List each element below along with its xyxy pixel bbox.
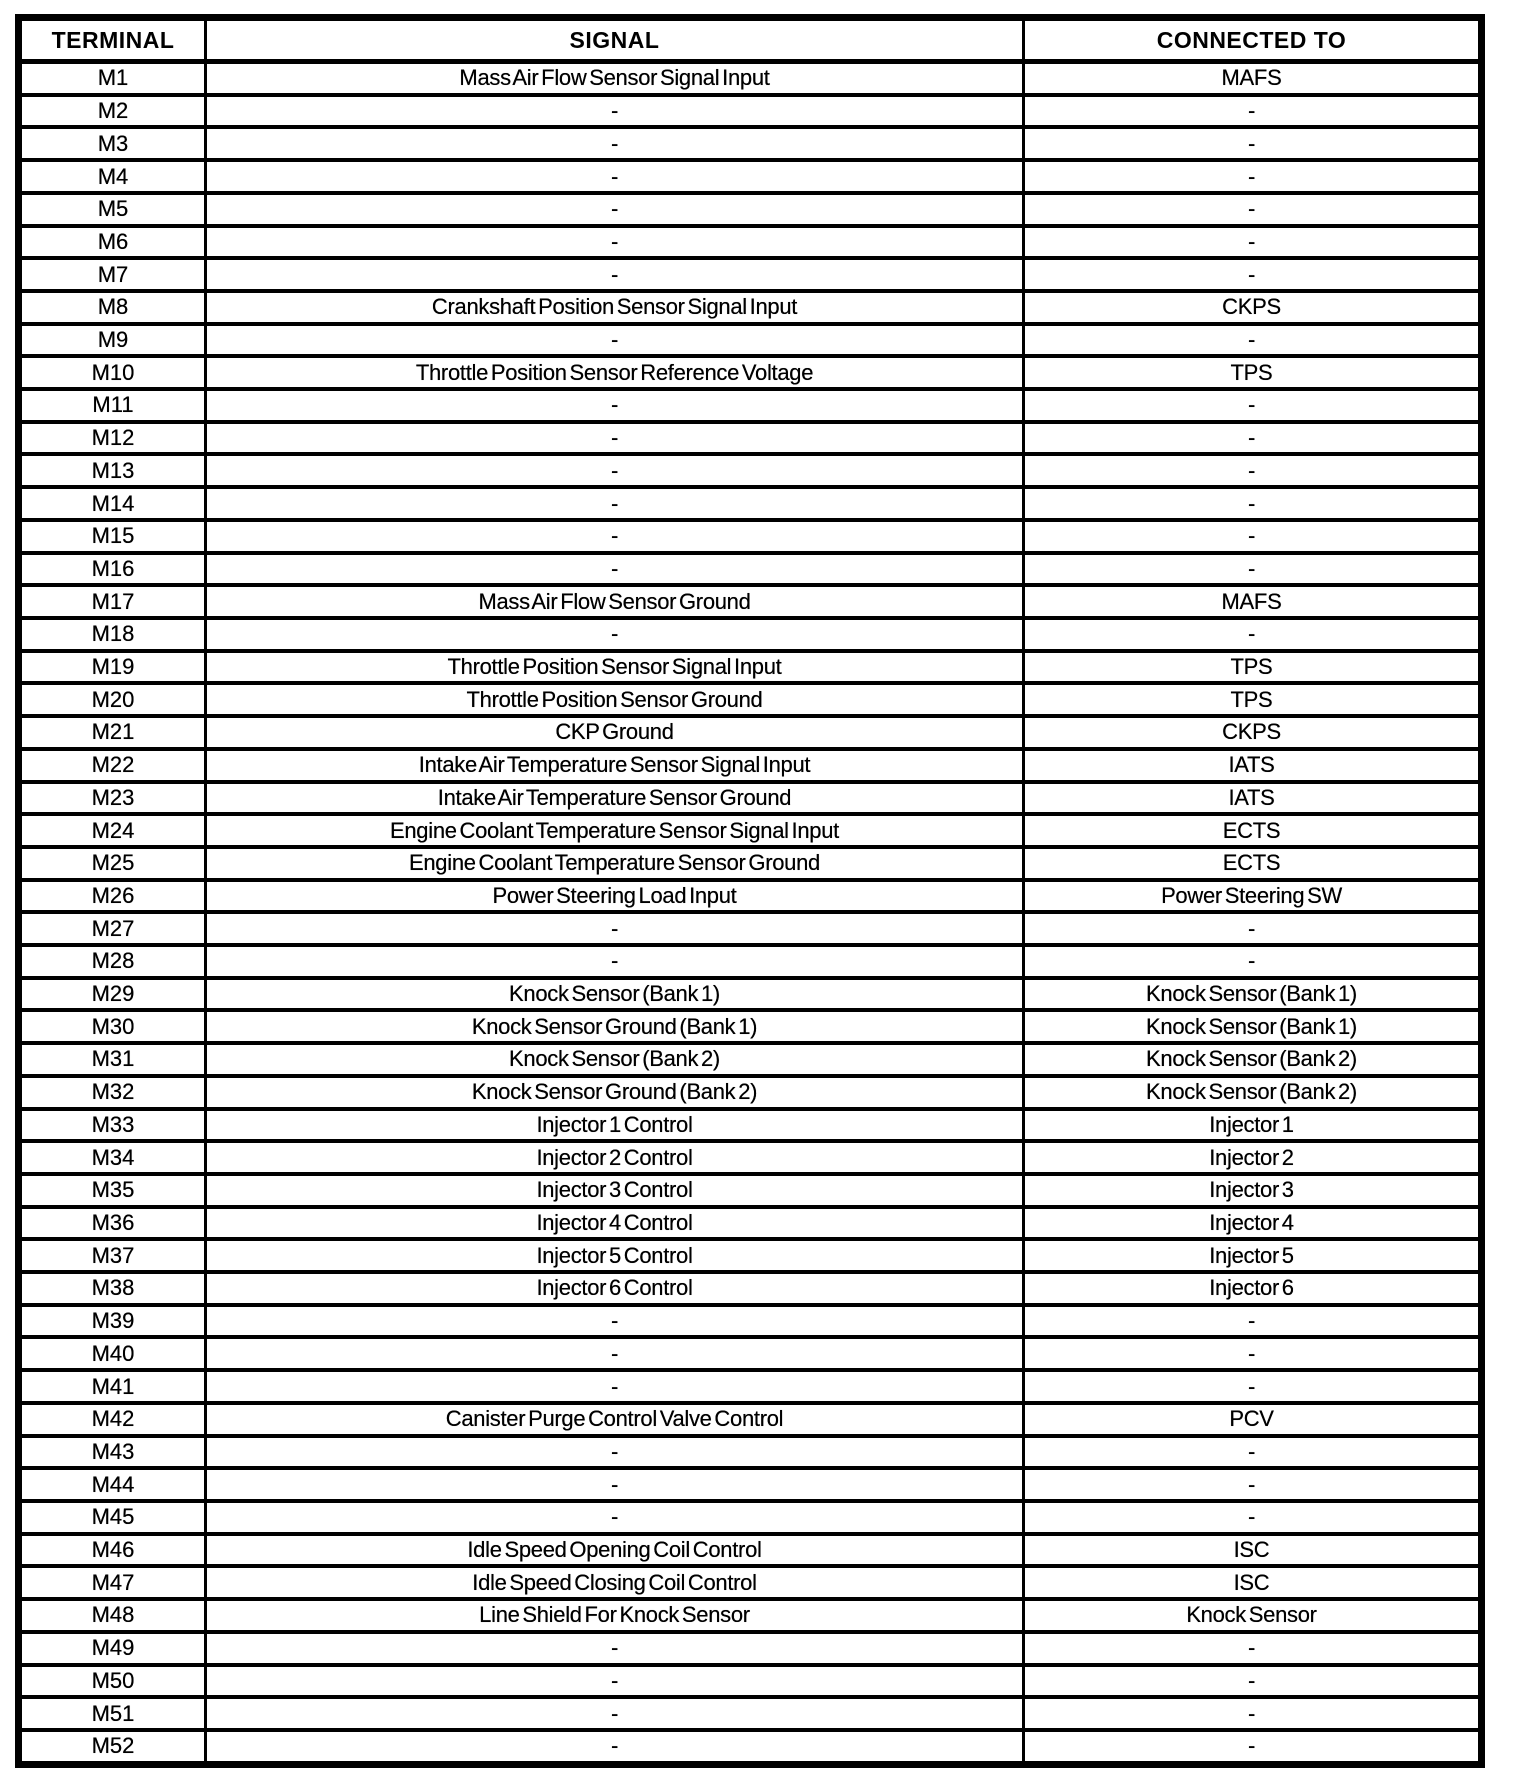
connected-to-cell: - [1024, 1632, 1482, 1665]
terminal-cell: M12 [19, 422, 206, 455]
table-row [19, 1730, 1482, 1765]
signal-cell: - [206, 389, 1024, 422]
terminal-cell: M13 [19, 454, 206, 487]
table-row [19, 1174, 1482, 1207]
signal-cell: - [206, 1665, 1024, 1698]
connected-to-cell: MAFS [1024, 585, 1482, 618]
signal-cell: Knock Sensor (Bank 1) [206, 978, 1024, 1011]
table-row [19, 782, 1482, 815]
terminal-cell: M30 [19, 1010, 206, 1043]
header-terminal: TERMINAL [19, 18, 206, 62]
connected-to-cell: - [1024, 1370, 1482, 1403]
connected-to-cell: ISC [1024, 1566, 1482, 1599]
table-row [19, 683, 1482, 716]
table-row [19, 945, 1482, 978]
table-row [19, 1501, 1482, 1534]
signal-cell: - [206, 1632, 1024, 1665]
table-row [19, 1566, 1482, 1599]
signal-cell: - [206, 324, 1024, 357]
connected-to-cell: - [1024, 1697, 1482, 1730]
terminal-cell: M51 [19, 1697, 206, 1730]
terminal-cell: M16 [19, 553, 206, 586]
signal-cell: Injector 5 Control [206, 1239, 1024, 1272]
terminal-cell: M34 [19, 1141, 206, 1174]
terminal-cell: M6 [19, 226, 206, 259]
connected-to-cell: ISC [1024, 1534, 1482, 1567]
terminal-cell: M22 [19, 749, 206, 782]
table-row [19, 95, 1482, 128]
connected-to-cell: Power Steering SW [1024, 880, 1482, 913]
terminal-cell: M1 [19, 62, 206, 95]
table-row [19, 553, 1482, 586]
terminal-cell: M2 [19, 95, 206, 128]
terminal-cell: M42 [19, 1403, 206, 1436]
table-row [19, 226, 1482, 259]
terminal-cell: M5 [19, 193, 206, 226]
signal-cell: Engine Coolant Temperature Sensor Signal Input [206, 814, 1024, 847]
connected-to-cell: TPS [1024, 356, 1482, 389]
connected-to-cell: - [1024, 1436, 1482, 1469]
terminal-cell: M32 [19, 1076, 206, 1109]
terminal-cell: M28 [19, 945, 206, 978]
connected-to-cell: - [1024, 324, 1482, 357]
table-row [19, 1239, 1482, 1272]
connected-to-cell: Injector 5 [1024, 1239, 1482, 1272]
table-row [19, 1665, 1482, 1698]
signal-cell: - [206, 487, 1024, 520]
terminal-cell: M9 [19, 324, 206, 357]
signal-cell: Mass Air Flow Sensor Signal Input [206, 62, 1024, 95]
signal-cell: Injector 6 Control [206, 1272, 1024, 1305]
signal-cell: - [206, 226, 1024, 259]
table-row [19, 1109, 1482, 1142]
signal-cell: Injector 1 Control [206, 1109, 1024, 1142]
connected-to-cell: - [1024, 389, 1482, 422]
signal-cell: - [206, 945, 1024, 978]
signal-cell: - [206, 1305, 1024, 1338]
terminal-cell: M38 [19, 1272, 206, 1305]
signal-cell: Mass Air Flow Sensor Ground [206, 585, 1024, 618]
connected-to-cell: - [1024, 1501, 1482, 1534]
table-row [19, 1076, 1482, 1109]
table-row [19, 520, 1482, 553]
table-row [19, 880, 1482, 913]
connected-to-cell: Injector 3 [1024, 1174, 1482, 1207]
terminal-pinout-table [15, 14, 1485, 1768]
signal-cell: Engine Coolant Temperature Sensor Ground [206, 847, 1024, 880]
table-header [19, 18, 1482, 62]
terminal-cell: M8 [19, 291, 206, 324]
table-row [19, 1403, 1482, 1436]
terminal-cell: M24 [19, 814, 206, 847]
terminal-cell: M25 [19, 847, 206, 880]
table-row [19, 487, 1482, 520]
connected-to-cell: - [1024, 127, 1482, 160]
table-row [19, 1468, 1482, 1501]
table-row [19, 1010, 1482, 1043]
connected-to-cell: - [1024, 454, 1482, 487]
table-row [19, 847, 1482, 880]
table-row [19, 585, 1482, 618]
connected-to-cell: - [1024, 1305, 1482, 1338]
signal-cell: Intake Air Temperature Sensor Signal Input [206, 749, 1024, 782]
terminal-cell: M23 [19, 782, 206, 815]
table-row [19, 324, 1482, 357]
connected-to-cell: - [1024, 1468, 1482, 1501]
terminal-cell: M7 [19, 258, 206, 291]
connected-to-cell: - [1024, 487, 1482, 520]
table-row [19, 1436, 1482, 1469]
signal-cell: - [206, 258, 1024, 291]
terminal-cell: M48 [19, 1599, 206, 1632]
signal-cell: - [206, 1468, 1024, 1501]
table-row [19, 749, 1482, 782]
terminal-cell: M20 [19, 683, 206, 716]
table-row [19, 716, 1482, 749]
signal-cell: Intake Air Temperature Sensor Ground [206, 782, 1024, 815]
table-row [19, 389, 1482, 422]
terminal-cell: M21 [19, 716, 206, 749]
terminal-cell: M10 [19, 356, 206, 389]
terminal-cell: M33 [19, 1109, 206, 1142]
terminal-cell: M36 [19, 1207, 206, 1240]
signal-cell: - [206, 454, 1024, 487]
signal-cell: Knock Sensor Ground (Bank 1) [206, 1010, 1024, 1043]
terminal-cell: M17 [19, 585, 206, 618]
signal-cell: Power Steering Load Input [206, 880, 1024, 913]
terminal-cell: M4 [19, 160, 206, 193]
connected-to-cell: CKPS [1024, 716, 1482, 749]
terminal-cell: M45 [19, 1501, 206, 1534]
signal-cell: Crankshaft Position Sensor Signal Input [206, 291, 1024, 324]
table-row [19, 1599, 1482, 1632]
terminal-cell: M44 [19, 1468, 206, 1501]
connected-to-cell: - [1024, 553, 1482, 586]
terminal-cell: M49 [19, 1632, 206, 1665]
table-row [19, 1632, 1482, 1665]
terminal-cell: M3 [19, 127, 206, 160]
connected-to-cell: Injector 1 [1024, 1109, 1482, 1142]
table-row [19, 978, 1482, 1011]
terminal-cell: M14 [19, 487, 206, 520]
terminal-cell: M18 [19, 618, 206, 651]
table-row [19, 1697, 1482, 1730]
signal-cell: Injector 3 Control [206, 1174, 1024, 1207]
connected-to-cell: TPS [1024, 651, 1482, 684]
table-row [19, 1370, 1482, 1403]
connected-to-cell: - [1024, 422, 1482, 455]
table-row [19, 193, 1482, 226]
terminal-cell: M39 [19, 1305, 206, 1338]
connected-to-cell: IATS [1024, 782, 1482, 815]
connected-to-cell: - [1024, 1337, 1482, 1370]
signal-cell: Idle Speed Opening Coil Control [206, 1534, 1024, 1567]
connected-to-cell: IATS [1024, 749, 1482, 782]
terminal-cell: M43 [19, 1436, 206, 1469]
signal-cell: Knock Sensor (Bank 2) [206, 1043, 1024, 1076]
connected-to-cell: - [1024, 258, 1482, 291]
signal-cell: Canister Purge Control Valve Control [206, 1403, 1024, 1436]
signal-cell: CKP Ground [206, 716, 1024, 749]
table-row [19, 62, 1482, 95]
signal-cell: Line Shield For Knock Sensor [206, 1599, 1024, 1632]
connected-to-cell: Knock Sensor (Bank 1) [1024, 978, 1482, 1011]
connected-to-cell: - [1024, 1730, 1482, 1765]
signal-cell: Throttle Position Sensor Reference Voltage [206, 356, 1024, 389]
terminal-cell: M15 [19, 520, 206, 553]
terminal-cell: M27 [19, 912, 206, 945]
connected-to-cell: Injector 4 [1024, 1207, 1482, 1240]
connected-to-cell: TPS [1024, 683, 1482, 716]
table-row [19, 1272, 1482, 1305]
table-row [19, 127, 1482, 160]
connected-to-cell: - [1024, 618, 1482, 651]
signal-cell: - [206, 1370, 1024, 1403]
header-connected-to: CONNECTED TO [1024, 18, 1482, 62]
signal-cell: - [206, 1697, 1024, 1730]
connected-to-cell: - [1024, 520, 1482, 553]
signal-cell: - [206, 1501, 1024, 1534]
connected-to-cell: - [1024, 912, 1482, 945]
connected-to-cell: Injector 2 [1024, 1141, 1482, 1174]
signal-cell: - [206, 1436, 1024, 1469]
connected-to-cell: Knock Sensor (Bank 2) [1024, 1043, 1482, 1076]
terminal-cell: M46 [19, 1534, 206, 1567]
table-row [19, 912, 1482, 945]
table-row [19, 356, 1482, 389]
signal-cell: - [206, 422, 1024, 455]
signal-cell: - [206, 160, 1024, 193]
header-signal: SIGNAL [206, 18, 1024, 62]
signal-cell: Idle Speed Closing Coil Control [206, 1566, 1024, 1599]
connected-to-cell: - [1024, 226, 1482, 259]
terminal-cell: M37 [19, 1239, 206, 1272]
connected-to-cell: Knock Sensor (Bank 2) [1024, 1076, 1482, 1109]
table-row [19, 454, 1482, 487]
signal-cell: Knock Sensor Ground (Bank 2) [206, 1076, 1024, 1109]
terminal-cell: M11 [19, 389, 206, 422]
terminal-cell: M40 [19, 1337, 206, 1370]
signal-cell: Injector 2 Control [206, 1141, 1024, 1174]
signal-cell: Throttle Position Sensor Ground [206, 683, 1024, 716]
connected-to-cell: - [1024, 160, 1482, 193]
connected-to-cell: - [1024, 193, 1482, 226]
signal-cell: Injector 4 Control [206, 1207, 1024, 1240]
connected-to-cell: Injector 6 [1024, 1272, 1482, 1305]
table-row [19, 258, 1482, 291]
signal-cell: Throttle Position Sensor Signal Input [206, 651, 1024, 684]
table-row [19, 1305, 1482, 1338]
table-row [19, 651, 1482, 684]
connected-to-cell: - [1024, 945, 1482, 978]
table-row [19, 814, 1482, 847]
terminal-cell: M52 [19, 1730, 206, 1765]
table-body [19, 62, 1482, 1765]
terminal-cell: M50 [19, 1665, 206, 1698]
signal-cell: - [206, 127, 1024, 160]
table-row [19, 291, 1482, 324]
terminal-cell: M41 [19, 1370, 206, 1403]
table-row [19, 1207, 1482, 1240]
connected-to-cell: Knock Sensor [1024, 1599, 1482, 1632]
table-row [19, 160, 1482, 193]
terminal-cell: M29 [19, 978, 206, 1011]
connected-to-cell: CKPS [1024, 291, 1482, 324]
table-row [19, 1141, 1482, 1174]
table-row [19, 1534, 1482, 1567]
terminal-cell: M31 [19, 1043, 206, 1076]
connected-to-cell: ECTS [1024, 847, 1482, 880]
signal-cell: - [206, 912, 1024, 945]
connected-to-cell: ECTS [1024, 814, 1482, 847]
signal-cell: - [206, 1337, 1024, 1370]
connected-to-cell: - [1024, 95, 1482, 128]
signal-cell: - [206, 95, 1024, 128]
connected-to-cell: MAFS [1024, 62, 1482, 95]
header-row [19, 18, 1482, 62]
connected-to-cell: PCV [1024, 1403, 1482, 1436]
terminal-cell: M47 [19, 1566, 206, 1599]
signal-cell: - [206, 553, 1024, 586]
table-row [19, 618, 1482, 651]
signal-cell: - [206, 520, 1024, 553]
table-row [19, 422, 1482, 455]
connected-to-cell: Knock Sensor (Bank 1) [1024, 1010, 1482, 1043]
signal-cell: - [206, 618, 1024, 651]
terminal-cell: M19 [19, 651, 206, 684]
terminal-cell: M35 [19, 1174, 206, 1207]
table-row [19, 1043, 1482, 1076]
signal-cell: - [206, 1730, 1024, 1765]
signal-cell: - [206, 193, 1024, 226]
table-row [19, 1337, 1482, 1370]
connected-to-cell: - [1024, 1665, 1482, 1698]
terminal-cell: M26 [19, 880, 206, 913]
